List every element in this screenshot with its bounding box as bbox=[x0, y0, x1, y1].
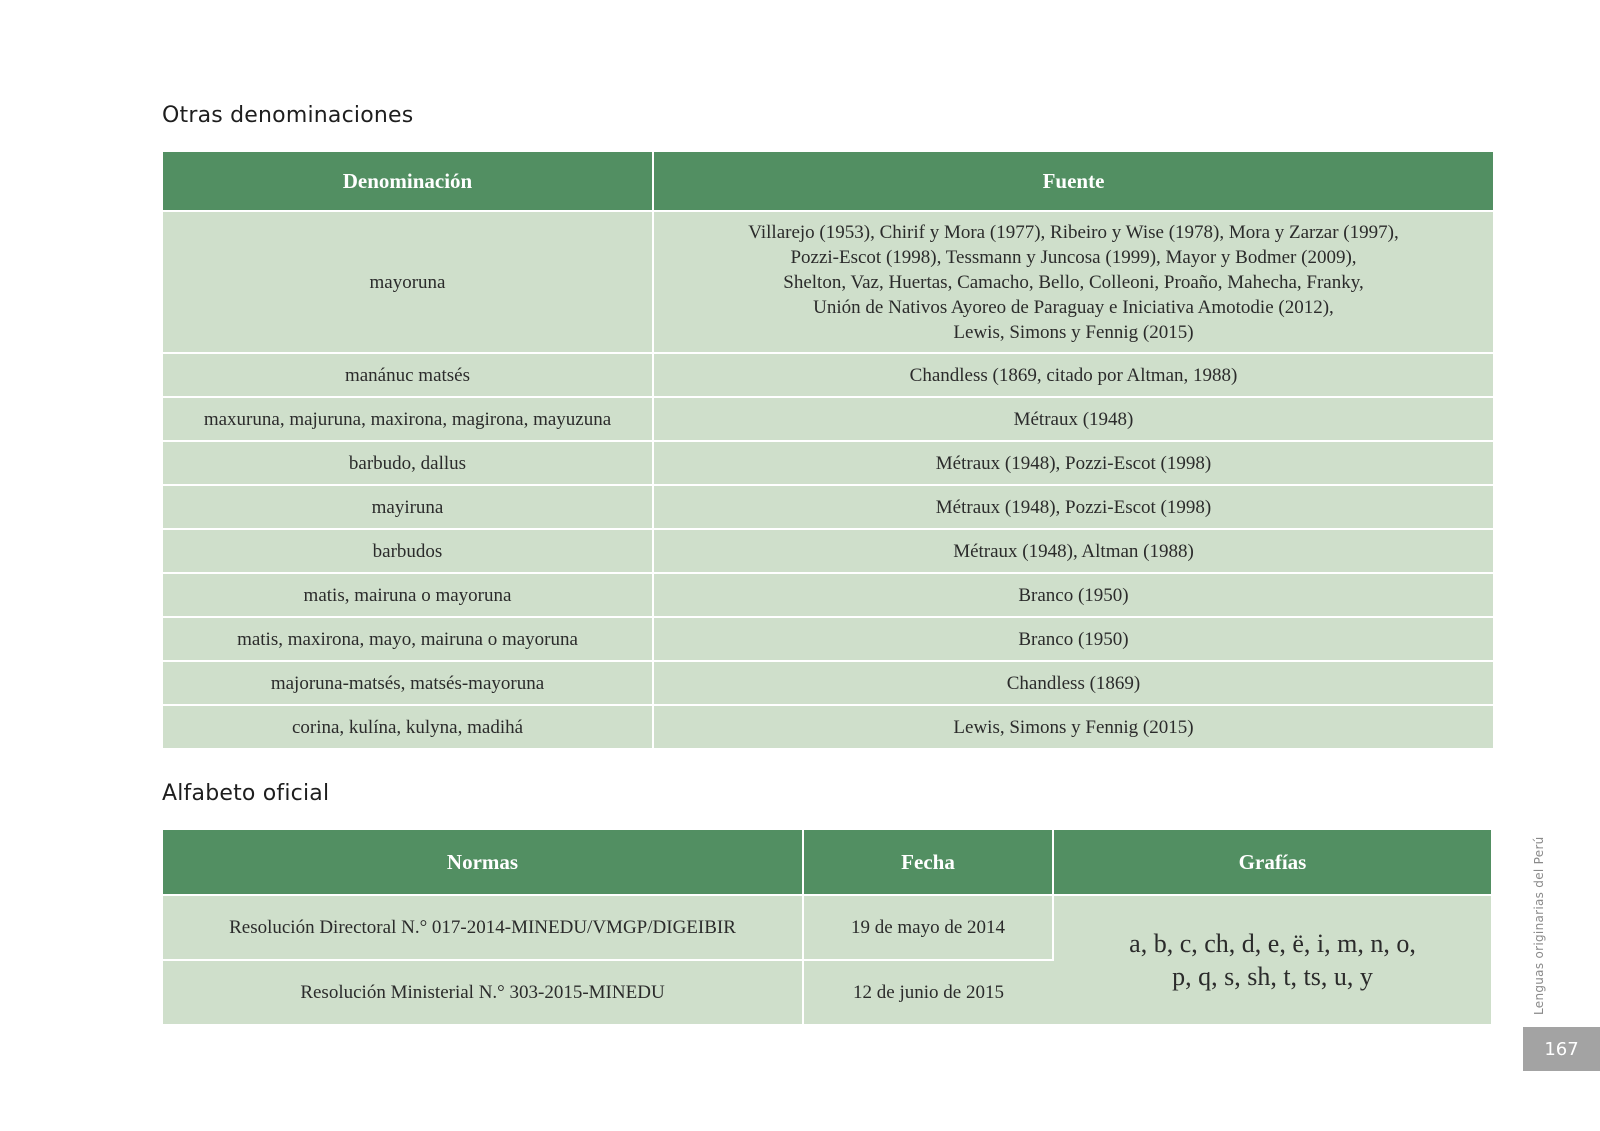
header-grafias: Grafías bbox=[1053, 830, 1491, 895]
fuente-cell: Lewis, Simons y Fennig (2015) bbox=[653, 705, 1493, 748]
table-row bbox=[163, 353, 1493, 397]
denominacion-cell: corina, kulína, kulyna, madihá bbox=[163, 705, 653, 748]
fecha-cell: 19 de mayo de 2014 bbox=[803, 895, 1053, 960]
fuente-cell: Métraux (1948), Altman (1988) bbox=[653, 529, 1493, 573]
denominacion-cell: majoruna-matsés, matsés-mayoruna bbox=[163, 661, 653, 705]
norma-cell: Resolución Ministerial N.° 303-2015-MINEDU bbox=[163, 960, 803, 1024]
denominacion-cell: barbudo, dallus bbox=[163, 441, 653, 485]
table-row bbox=[163, 617, 1493, 661]
fuente-cell: Métraux (1948), Pozzi-Escot (1998) bbox=[653, 441, 1493, 485]
table-header-row bbox=[163, 152, 1493, 211]
denominaciones-table bbox=[163, 152, 1493, 748]
header-normas: Normas bbox=[163, 830, 803, 895]
fuente-line: Shelton, Vaz, Huertas, Camacho, Bello, Colleoni, Proaño, Mahecha, Franky, bbox=[783, 271, 1364, 293]
fuente-line: Villarejo (1953), Chirif y Mora (1977), Ribeiro y Wise (1978), Mora y Zarzar (1997), bbox=[748, 221, 1399, 243]
fuente-cell: Métraux (1948), Pozzi-Escot (1998) bbox=[653, 485, 1493, 529]
denominacion-cell: manánuc matsés bbox=[163, 353, 653, 397]
fuente-line: Unión de Nativos Ayoreo de Paraguay e Iniciativa Amotodie (2012), bbox=[813, 296, 1334, 318]
page-number-badge: 167 bbox=[1523, 1027, 1600, 1071]
table-row bbox=[163, 441, 1493, 485]
fuente-cell: Branco (1950) bbox=[653, 573, 1493, 617]
table-row bbox=[163, 529, 1493, 573]
norma-cell: Resolución Directoral N.° 017-2014-MINEDU/VMGP/DIGEIBIR bbox=[163, 895, 803, 960]
fuente-line: Lewis, Simons y Fennig (2015) bbox=[953, 321, 1194, 343]
table-row bbox=[163, 211, 1493, 353]
running-footer-text: Lenguas originarias del Perú bbox=[1532, 836, 1546, 1015]
denominacion-cell: barbudos bbox=[163, 529, 653, 573]
denominacion-cell: matis, mairuna o mayoruna bbox=[163, 573, 653, 617]
table-row bbox=[163, 705, 1493, 748]
denominacion-cell: mayiruna bbox=[163, 485, 653, 529]
table-row bbox=[163, 573, 1493, 617]
fuente-cell: Branco (1950) bbox=[653, 617, 1493, 661]
section-title-alfabeto-oficial: Alfabeto oficial bbox=[162, 781, 330, 806]
header-denominacion: Denominación bbox=[163, 152, 653, 211]
table-header-row bbox=[163, 830, 1491, 895]
table-row bbox=[163, 485, 1493, 529]
table-row bbox=[163, 397, 1493, 441]
fecha-cell: 12 de junio de 2015 bbox=[803, 960, 1053, 1024]
fuente-line: Pozzi-Escot (1998), Tessmann y Juncosa (1999), Mayor y Bodmer (2009), bbox=[790, 246, 1357, 268]
denominacion-cell: maxuruna, majuruna, maxirona, magirona, mayuzuna bbox=[163, 397, 653, 441]
table-row bbox=[163, 661, 1493, 705]
section-title-otras-denominaciones: Otras denominaciones bbox=[162, 103, 414, 128]
fuente-cell: Chandless (1869, citado por Altman, 1988) bbox=[653, 353, 1493, 397]
grafias-cell bbox=[1053, 895, 1491, 1024]
denominacion-cell: mayoruna bbox=[163, 211, 653, 353]
grafias-line: p, q, s, sh, t, ts, u, y bbox=[1172, 962, 1373, 991]
header-fuente: Fuente bbox=[653, 152, 1493, 211]
denominacion-cell: matis, maxirona, mayo, mairuna o mayoruna bbox=[163, 617, 653, 661]
fuente-cell: Métraux (1948) bbox=[653, 397, 1493, 441]
grafias-line: a, b, c, ch, d, e, ë, i, m, n, o, bbox=[1129, 929, 1416, 958]
fuente-cell: Chandless (1869) bbox=[653, 661, 1493, 705]
header-fecha: Fecha bbox=[803, 830, 1053, 895]
alfabeto-table bbox=[163, 830, 1491, 1024]
fuente-cell bbox=[653, 211, 1493, 353]
table-row bbox=[163, 895, 1491, 960]
